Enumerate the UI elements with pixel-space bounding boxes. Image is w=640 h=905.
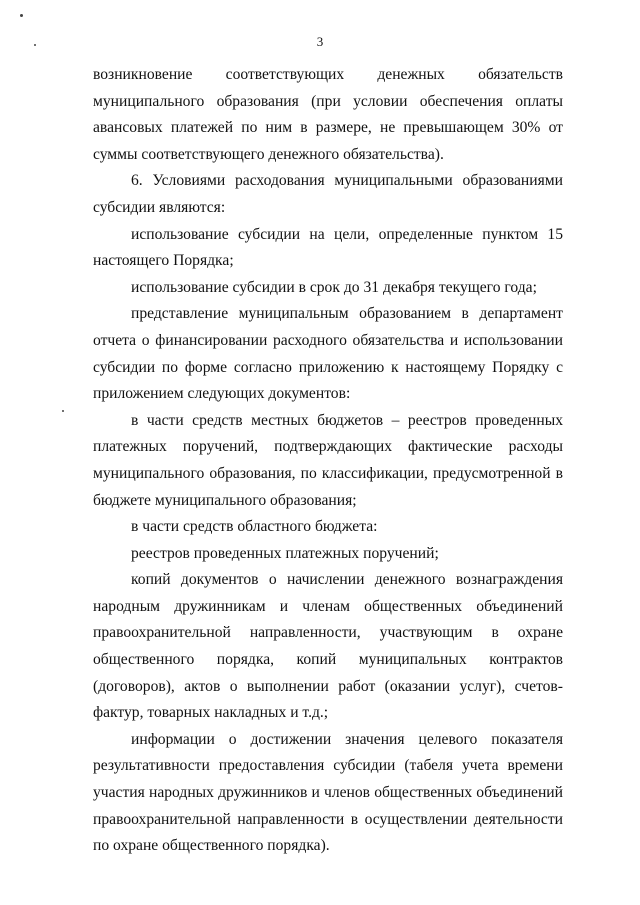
document-body [93,62,563,860]
paragraph: копий документов о начислении денежного вознаграждения народным дружинникам и членам общественных объединений правоохранительной направленности, участвующим в охране общественного порядка, копий муниципальных контрактов (договоров), актов о выполнении работ (оказании услуг), счетов-фактур, товарных накладных и т.д.; [93,571,563,722]
paragraph: в части средств областного бюджета: [131,518,378,536]
paragraph: возникновение соответствующих денежных обязательств муниципального образования (при условии обеспечения оплаты авансовых платежей по ним в размере, не превышающем 30% от суммы соответствующего денежного обязательства). [93,66,563,163]
paragraph: использование субсидии на цели, определенные пунктом 15 настоящего Порядка; [93,225,563,270]
scan-speck [62,410,64,412]
paragraph: реестров проведенных платежных поручений; [131,544,439,562]
scan-speck [20,14,23,17]
page-number: 3 [316,34,324,49]
paragraph: представление муниципальным образованием в департамент отчета о финансировании расходного обязательства и использовании субсидии по форме согласно приложению к настоящему Порядку с приложением следующих документов: [93,305,563,403]
paragraph: использование субсидии в срок до 31 декабря текущего года; [131,278,537,296]
paragraph: 6. Условиями расходования муниципальными образованиями субсидии являются: [93,172,563,216]
paragraph: в части средств местных бюджетов – реестров проведенных платежных поручений, подтверждающих фактические расходы муниципального образования, по классификации, предусмотренной в бюджете муниципального образования; [93,411,563,509]
paragraph: информации о достижении значения целевого показателя результативности предоставления субсидии (табеля учета времени участия народных дружинников и членов общественных объединений правоохранительной направленности в осуществлении деятельности по охране общественного порядка). [93,730,563,855]
